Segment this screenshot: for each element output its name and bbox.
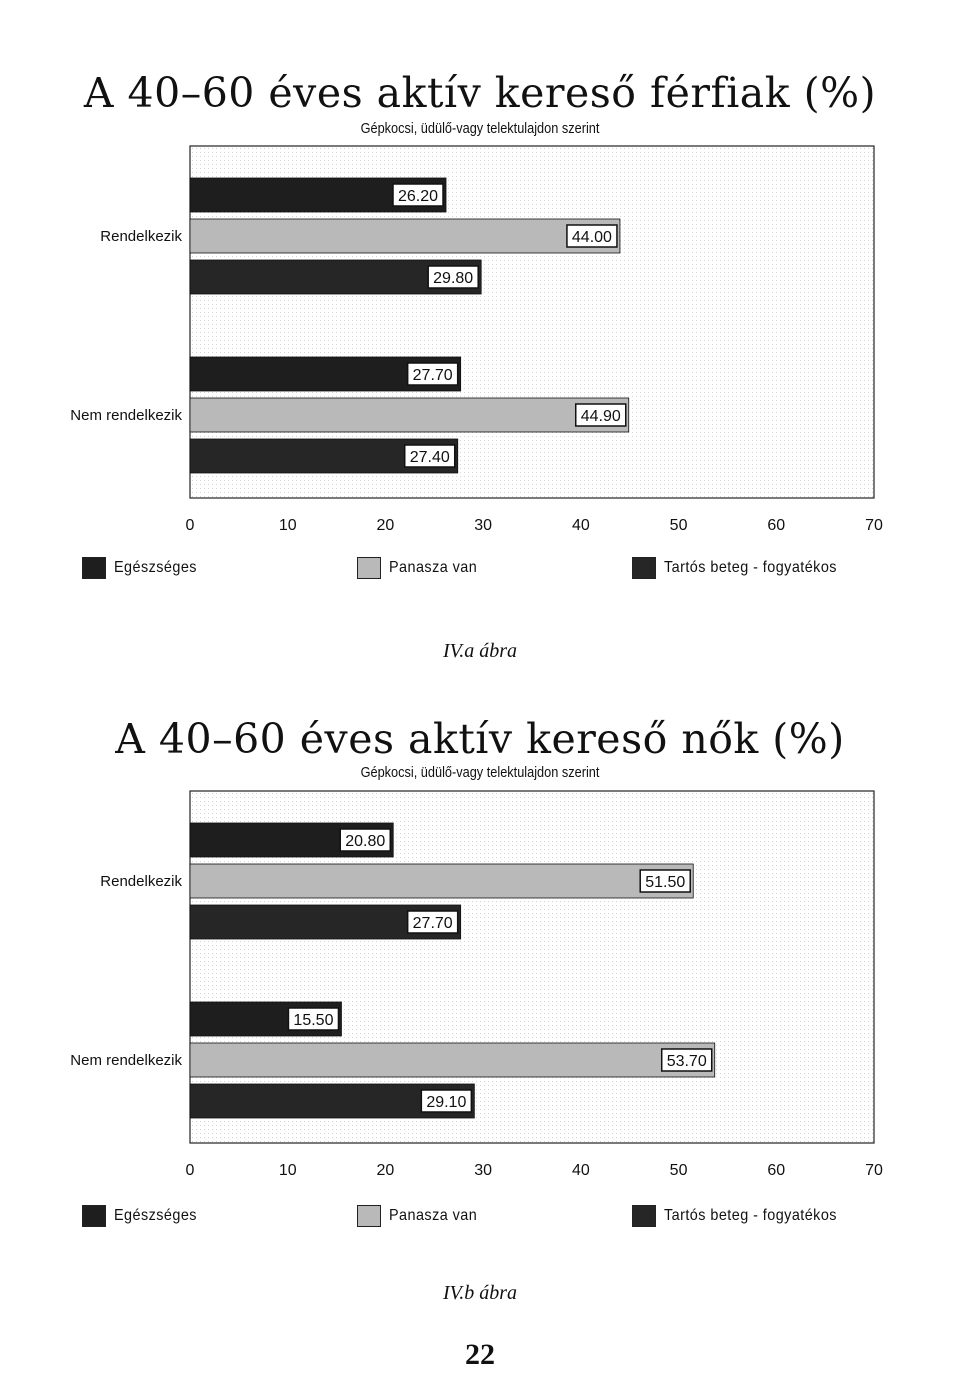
data-label: 15.50 — [293, 1012, 334, 1029]
legend-item-tartos-beteg — [632, 1203, 856, 1229]
x-tick-label: 40 — [571, 517, 590, 534]
x-tick-label: 0 — [185, 517, 195, 534]
category-label: Rendelkezik — [100, 873, 182, 890]
legend-item-egeszseges — [82, 1203, 206, 1229]
chart-b-title: A 40–60 éves aktív kereső nők (%) — [115, 715, 845, 763]
x-tick-label: 30 — [474, 517, 493, 534]
bar-panasza-van — [190, 398, 629, 432]
chart-a-subtitle: Gépkocsi, üdülő-vagy telektulajdon szerint — [360, 120, 600, 137]
bar-panasza-van — [190, 1043, 715, 1077]
x-tick-label: 10 — [278, 1162, 297, 1179]
legend-item-panasza-van — [357, 555, 487, 581]
legend-label-tartos-beteg: Tartós beteg - fogyatékos — [664, 1207, 837, 1224]
x-tick-label: 50 — [669, 1162, 688, 1179]
legend-label-egeszseges: Egészséges — [114, 1207, 197, 1224]
data-label: 27.70 — [412, 915, 453, 932]
x-tick-label: 0 — [185, 1162, 195, 1179]
data-label: 44.90 — [580, 408, 621, 425]
x-tick-label: 60 — [767, 1162, 786, 1179]
chart-a-title: A 40–60 éves aktív kereső férfiak (%) — [83, 69, 877, 117]
chart-a-caption: IV.a ábra — [442, 640, 518, 662]
bar-panasza-van — [190, 864, 693, 898]
legend-swatch-panasza-van — [357, 557, 381, 579]
legend-label-panasza-van: Panasza van — [389, 1207, 478, 1224]
chart-b-subtitle: Gépkocsi, üdülő-vagy telektulajdon szerint — [360, 764, 600, 781]
chart-b-legend — [0, 1203, 960, 1233]
page-number: 22 — [465, 1338, 495, 1371]
legend-swatch-panasza-van — [357, 1205, 381, 1227]
data-label: 27.40 — [409, 449, 450, 466]
legend-swatch-egeszseges — [82, 557, 106, 579]
legend-item-panasza-van — [357, 1203, 487, 1229]
data-label: 27.70 — [412, 367, 453, 384]
x-tick-label: 50 — [669, 517, 688, 534]
data-label: 29.10 — [426, 1094, 467, 1111]
chart-a-plot — [0, 140, 960, 540]
category-label: Rendelkezik — [100, 228, 182, 245]
data-label: 29.80 — [433, 270, 474, 287]
bar-panasza-van — [190, 219, 620, 253]
legend-swatch-tartos-beteg — [632, 1205, 656, 1227]
data-label: 51.50 — [645, 874, 686, 891]
x-tick-label: 20 — [376, 517, 395, 534]
category-label: Nem rendelkezik — [70, 1052, 182, 1069]
x-tick-label: 10 — [278, 517, 297, 534]
legend-item-tartos-beteg — [632, 555, 856, 581]
category-label: Nem rendelkezik — [70, 407, 182, 424]
legend-label-panasza-van: Panasza van — [389, 559, 478, 576]
x-tick-label: 40 — [571, 1162, 590, 1179]
x-tick-label: 70 — [865, 517, 883, 534]
x-tick-label: 60 — [767, 517, 786, 534]
legend-item-egeszseges — [82, 555, 206, 581]
legend-swatch-tartos-beteg — [632, 557, 656, 579]
chart-b-plot — [0, 785, 960, 1185]
legend-label-egeszseges: Egészséges — [114, 559, 197, 576]
data-label: 20.80 — [345, 833, 386, 850]
x-tick-label: 20 — [376, 1162, 395, 1179]
chart-a-legend — [0, 555, 960, 585]
chart-b-caption: IV.b ábra — [442, 1282, 518, 1304]
x-tick-label: 70 — [865, 1162, 883, 1179]
legend-label-tartos-beteg: Tartós beteg - fogyatékos — [664, 559, 837, 576]
data-label: 53.70 — [666, 1053, 707, 1070]
legend-swatch-egeszseges — [82, 1205, 106, 1227]
data-label: 44.00 — [571, 229, 612, 246]
data-label: 26.20 — [397, 188, 439, 205]
x-tick-label: 30 — [474, 1162, 493, 1179]
